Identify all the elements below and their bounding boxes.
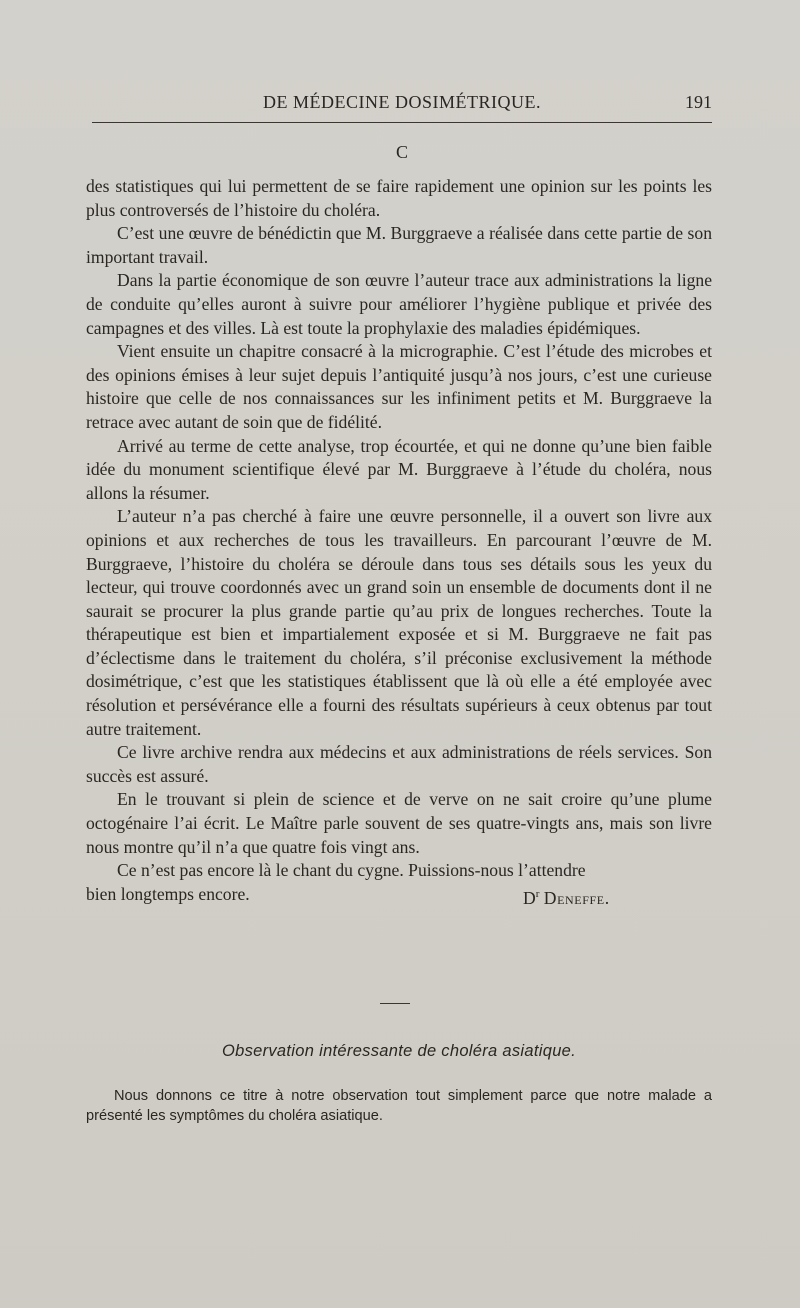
paragraph: L’auteur n’a pas cherché à faire une œuvre personnelle, il a ouvert son livre aux opinions et aux recherches de tous les travailleurs. En parcourant l’œuvre de M. Burggraeve, l’histoire du choléra se déroule dans tous ses détails sous les yeux du lecteur, qui trouve coordonnés avec un grand soin un ensemble de documents dont il ne saurait se procurer la plus grande partie qu’au prix de longues recherches. Toute la thérapeutique est bien et impartialement exposée et si M. Burggraeve ne fait pas d’éclectisme dans le traitement du choléra, s’il préconise exclusivement la méthode dosimétrique, c’est que les statistiques établissent que là où elle a été employée avec résolution et persévérance elle a fourni des résultats supérieurs à ceux obtenus par tout autre traitement. [86,506,712,739]
paragraph: Dans la partie économique de son œuvre l’auteur trace aux administrations la ligne de conduite qu’elles auront à suivre pour améliorer l’hygiène publique et privée des campagnes et des villes. Là est toute la prophylaxie des maladies épidémiques. [86,270,712,338]
paragraph: Ce n’est pas encore là le chant du cygne. Puissions-nous l’attendre [117,860,586,881]
closing-text: bien longtemps encore. [86,883,250,904]
section-title: Observation intéressante de choléra asiatique. [221,1042,577,1060]
paragraph: des statistiques qui lui permettent de se faire rapidement une opinion sur les points les plus controversés de l’histoire du choléra. [86,176,712,220]
signature-mark: C [395,142,408,162]
running-head: DE MÉDECINE DOSIMÉTRIQUE. [263,92,541,112]
page-number: 191 [685,92,712,112]
section-paragraph: Nous donnons ce titre à notre observation tout simplement parce que notre malade a présenté les symptômes du choléra asiatique. [86,1088,712,1124]
paragraph: Arrivé au terme de cette analyse, trop écourtée, et qui ne donne qu’une bien faible idée du monument scientifique élevé par M. Burggraeve à l’étude du choléra, nous allons la résumer. [86,435,712,503]
section-divider [380,1003,410,1004]
signature-name: Deneffe. [543,887,610,908]
body-text [86,175,712,906]
author-signature [523,883,610,910]
paragraph: En le trouvant si plein de science et de verve on ne sait croire qu’une plume octogénaire l’ai écrit. Le Maître parle souvent de ses quatre-vingts ans, mais son livre nous montre qu’il n’a que quatre fois vingt ans. [86,789,712,857]
paragraph: Vient ensuite un chapitre consacré à la micrographie. C’est l’étude des microbes et des opinions émises à leur sujet depuis l’antiquité jusqu’à nos jours, c’est une curieuse histoire que celle de nos connaissances sur les infiniment petits et M. Burggraeve la retrace avec autant de soin que de fidélité. [86,341,712,432]
paragraph: Ce livre archive rendra aux médecins et aux administrations de réels services. Son succès est assuré. [86,742,712,786]
signature-prefix: D [523,887,536,908]
header-rule [92,122,712,123]
signature-superscript: r [535,887,540,900]
section-body [86,1086,712,1126]
paragraph: C’est une œuvre de bénédictin que M. Burggraeve a réalisée dans cette partie de son important travail. [86,223,712,267]
page-header [92,92,712,118]
closing-line [86,883,712,907]
